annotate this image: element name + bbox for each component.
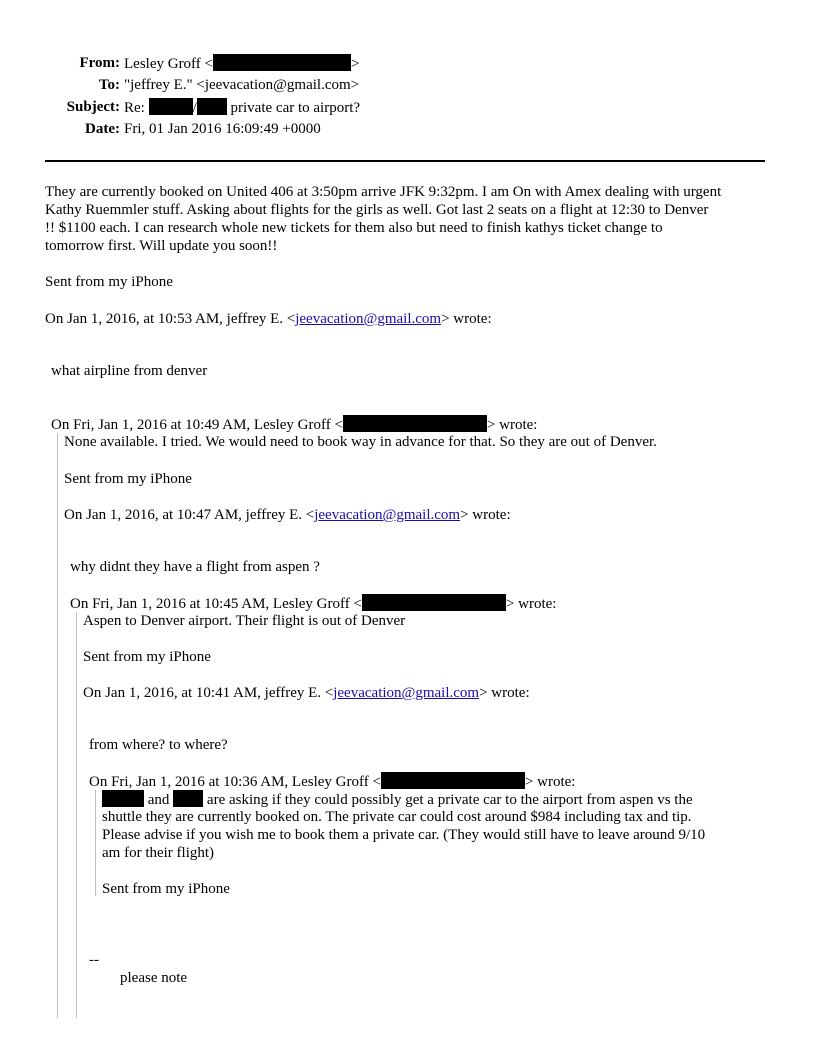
date-label: Date: xyxy=(85,121,120,137)
redaction-bar xyxy=(213,54,351,71)
header-divider xyxy=(45,160,765,162)
signature-sent-from: Sent from my iPhone xyxy=(45,274,173,290)
redaction-bar xyxy=(343,415,487,432)
header-subject-row xyxy=(0,98,816,116)
header-to-row xyxy=(0,76,816,94)
request-and: and xyxy=(147,792,170,808)
message-body-paragraph xyxy=(45,183,775,255)
attribution-prefix: On Jan 1, 2016, at 10:53 AM, jeffrey E. < xyxy=(45,311,296,327)
attribution-prefix: On Fri, Jan 1, 2016 at 10:36 AM, Lesley Groff < xyxy=(89,774,381,790)
attribution-suffix: > wrote: xyxy=(479,685,530,701)
email-link[interactable]: jeevacation@gmail.com xyxy=(333,685,480,701)
redaction-bar xyxy=(362,594,506,611)
quoted-message-text: what airpline from denver xyxy=(51,363,208,379)
quote-level-1-bar xyxy=(57,433,58,1018)
quoted-message-text: Please advise if you wish me to book them a private car. (They would still have to leave around 9/10 xyxy=(102,827,706,843)
redaction-bar xyxy=(381,772,525,789)
quote-attribution xyxy=(64,506,511,524)
attribution-suffix: > wrote: xyxy=(524,774,576,790)
subject-tail: private car to airport? xyxy=(230,100,361,116)
attribution-suffix: > wrote: xyxy=(505,596,557,612)
quoted-message-text xyxy=(102,790,693,809)
quoted-message-text: why didnt they have a flight from aspen ? xyxy=(70,559,320,575)
redaction-bar xyxy=(102,790,144,807)
body-line: !! $1100 each. I can research whole new tickets for them also but need to finish kathys ticket change to xyxy=(45,220,663,236)
redaction-bar xyxy=(149,98,193,115)
signature-separator: -- xyxy=(89,952,99,968)
quote-attribution xyxy=(89,772,575,791)
to-label: To: xyxy=(98,77,120,93)
header-from-row xyxy=(0,54,816,72)
body-line: Kathy Ruemmler stuff. Asking about flights for the girls as well. Got last 2 seats on a flight at 12:30 to Denver xyxy=(45,202,709,218)
redaction-bar xyxy=(173,790,203,807)
redaction-bar xyxy=(197,98,227,115)
quote-attribution xyxy=(83,684,530,702)
attribution-prefix: On Jan 1, 2016, at 10:47 AM, jeffrey E. < xyxy=(64,507,315,523)
quote-attribution xyxy=(45,310,492,328)
quoted-message-text: None available. I tried. We would need to book way in advance for that. So they are out of Denver. xyxy=(64,434,657,450)
date-value: Fri, 01 Jan 2016 16:09:49 +0000 xyxy=(124,121,321,137)
from-value: Lesley Groff < xyxy=(124,56,213,72)
from-value-wrap xyxy=(124,54,359,73)
quote-level-2-bar xyxy=(76,612,77,1018)
email-link[interactable]: jeevacation@gmail.com xyxy=(314,507,461,523)
attribution-prefix: On Fri, Jan 1, 2016 at 10:45 AM, Lesley Groff < xyxy=(70,596,362,612)
from-tail: > xyxy=(351,56,360,72)
quoted-message-text: Aspen to Denver airport. Their flight is out of Denver xyxy=(83,613,406,629)
quote-attribution xyxy=(70,594,556,613)
from-label: From: xyxy=(79,55,120,71)
body-line: tomorrow first. Will update you soon!! xyxy=(45,238,278,254)
quoted-message-text: am for their flight) xyxy=(102,845,215,861)
quote-level-3-bar xyxy=(95,790,96,896)
signature-sent-from: Sent from my iPhone xyxy=(83,649,211,665)
request-line-1-tail: are asking if they could possibly get a private car to the airport from aspen vs the xyxy=(206,792,693,808)
attribution-suffix: > wrote: xyxy=(460,507,511,523)
attribution-suffix: > wrote: xyxy=(486,417,538,433)
attribution-suffix: > wrote: xyxy=(441,311,492,327)
email-link[interactable]: jeevacation@gmail.com xyxy=(295,311,442,327)
attribution-prefix: On Fri, Jan 1, 2016 at 10:49 AM, Lesley Groff < xyxy=(51,417,343,433)
attribution-prefix: On Jan 1, 2016, at 10:41 AM, jeffrey E. < xyxy=(83,685,334,701)
quoted-message-text: shuttle they are currently booked on. The private car could cost around $984 including tax and tip. xyxy=(102,809,692,825)
subject-prefix: Re: xyxy=(124,100,145,116)
subject-label: Subject: xyxy=(66,99,120,115)
signature-sent-from: Sent from my iPhone xyxy=(64,471,192,487)
body-line: They are currently booked on United 406 at 3:50pm arrive JFK 9:32pm. I am On with Amex dealing with urgent xyxy=(45,184,722,200)
subject-value-wrap xyxy=(124,98,360,117)
to-value: "jeffrey E." <jeevacation@gmail.com> xyxy=(124,77,360,93)
signature-note: please note xyxy=(120,970,188,986)
quote-attribution xyxy=(51,415,537,434)
quoted-message-text: from where? to where? xyxy=(89,737,228,753)
subject-slash: / xyxy=(192,100,197,116)
signature-sent-from: Sent from my iPhone xyxy=(102,881,230,897)
header-date-row xyxy=(0,120,816,138)
